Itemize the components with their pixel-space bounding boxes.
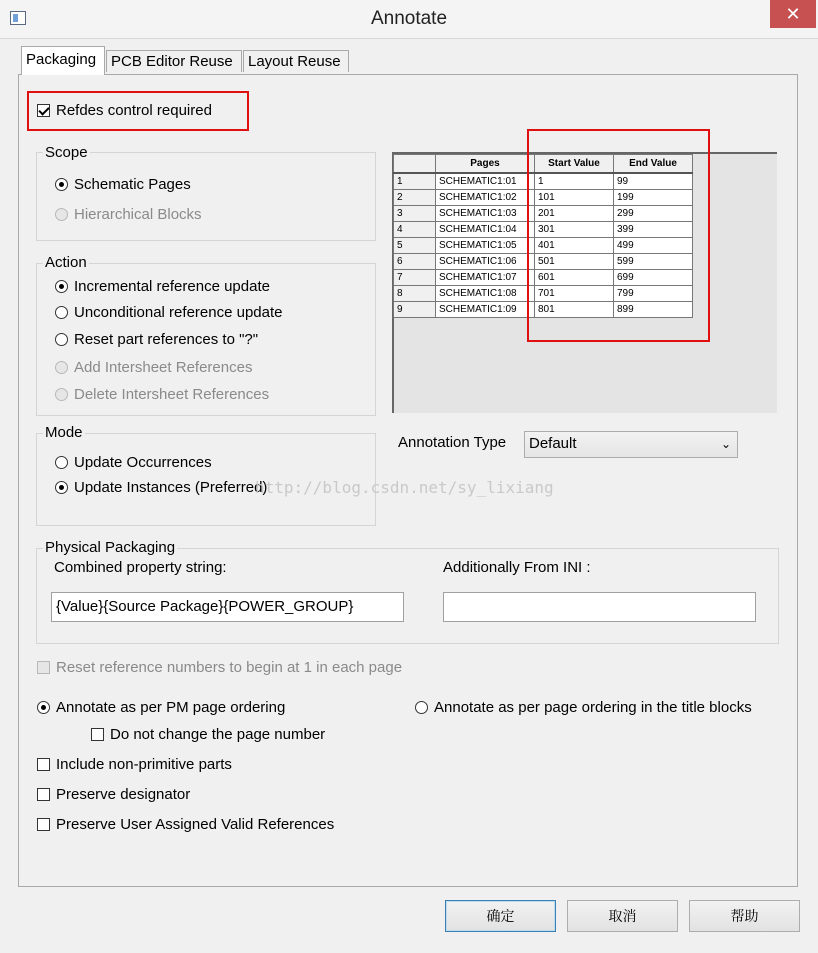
do-not-change-page-label: Do not change the page number <box>110 726 326 743</box>
cell-page: SCHEMATIC1:02 <box>436 190 535 206</box>
tab-packaging[interactable]: Packaging <box>21 46 105 75</box>
cell-start[interactable]: 101 <box>535 190 614 206</box>
combined-property-label: Combined property string: <box>54 559 227 576</box>
cell-start[interactable]: 301 <box>535 222 614 238</box>
cell-page: SCHEMATIC1:04 <box>436 222 535 238</box>
action-add-intersheet-radio <box>55 361 68 374</box>
table-corner <box>394 155 436 174</box>
mode-instances-label: Update Instances (Preferred) <box>74 479 268 496</box>
annotation-type-select[interactable] <box>524 431 738 458</box>
cell-end[interactable]: 899 <box>614 302 693 318</box>
mode-occurrences-label: Update Occurrences <box>74 454 212 471</box>
scope-schematic-pages-label: Schematic Pages <box>74 176 191 193</box>
row-number: 3 <box>394 206 436 222</box>
cell-page: SCHEMATIC1:05 <box>436 238 535 254</box>
action-unconditional-radio[interactable] <box>55 306 68 319</box>
row-number: 4 <box>394 222 436 238</box>
cell-end[interactable]: 799 <box>614 286 693 302</box>
cell-page: SCHEMATIC1:08 <box>436 286 535 302</box>
refdes-checkbox[interactable] <box>37 104 50 117</box>
action-incremental-radio[interactable] <box>55 280 68 293</box>
watermark: http://blog.csdn.net/sy_lixiang <box>255 478 554 497</box>
include-non-primitive-checkbox[interactable] <box>37 758 50 771</box>
action-delete-intersheet-radio <box>55 388 68 401</box>
mode-occurrences-radio[interactable] <box>55 456 68 469</box>
refdes-label: Refdes control required <box>56 102 212 119</box>
cell-end[interactable]: 699 <box>614 270 693 286</box>
cell-page: SCHEMATIC1:09 <box>436 302 535 318</box>
cell-end[interactable]: 299 <box>614 206 693 222</box>
annotation-type-value: Default <box>529 435 577 452</box>
action-reset-radio[interactable] <box>55 333 68 346</box>
col-header-end-value[interactable]: End Value <box>614 155 693 174</box>
preserve-user-references-checkbox[interactable] <box>37 818 50 831</box>
include-non-primitive-label: Include non-primitive parts <box>56 756 232 773</box>
title-block-ordering-label: Annotate as per page ordering in the title blocks <box>434 699 752 716</box>
pm-page-ordering-radio[interactable] <box>37 701 50 714</box>
cell-end[interactable]: 99 <box>614 173 693 190</box>
col-header-start-value[interactable]: Start Value <box>535 155 614 174</box>
cell-page: SCHEMATIC1:06 <box>436 254 535 270</box>
cell-end[interactable]: 499 <box>614 238 693 254</box>
cell-page: SCHEMATIC1:07 <box>436 270 535 286</box>
combined-property-input[interactable]: {Value}{Source Package}{POWER_GROUP} <box>51 592 404 622</box>
action-reset-label: Reset part references to "?" <box>74 331 259 348</box>
scope-hierarchical-blocks-radio <box>55 208 68 221</box>
tab-pcb-editor-reuse[interactable]: PCB Editor Reuse <box>106 50 242 72</box>
mode-instances-radio[interactable] <box>55 481 68 494</box>
cell-start[interactable]: 701 <box>535 286 614 302</box>
ok-button[interactable]: 确定 <box>445 900 556 932</box>
cell-end[interactable]: 399 <box>614 222 693 238</box>
cell-start[interactable]: 501 <box>535 254 614 270</box>
reset-reference-numbers-label: Reset reference numbers to begin at 1 in each page <box>56 659 403 676</box>
preserve-designator-label: Preserve designator <box>56 786 191 803</box>
row-number: 1 <box>394 173 436 190</box>
mode-title: Mode <box>45 424 83 441</box>
cell-end[interactable]: 199 <box>614 190 693 206</box>
action-add-intersheet-label: Add Intersheet References <box>74 359 253 376</box>
additionally-from-ini-label: Additionally From INI : <box>443 559 591 576</box>
row-number: 9 <box>394 302 436 318</box>
col-header-pages[interactable]: Pages <box>436 155 535 174</box>
window-title: Annotate <box>370 8 448 29</box>
cancel-button[interactable]: 取消 <box>567 900 678 932</box>
action-delete-intersheet-label: Delete Intersheet References <box>74 386 270 403</box>
cell-page: SCHEMATIC1:03 <box>436 206 535 222</box>
row-number: 6 <box>394 254 436 270</box>
cell-start[interactable]: 1 <box>535 173 614 190</box>
scope-group <box>36 152 376 241</box>
help-button[interactable]: 帮助 <box>689 900 800 932</box>
do-not-change-page-checkbox[interactable] <box>91 728 104 741</box>
row-number: 7 <box>394 270 436 286</box>
row-number: 8 <box>394 286 436 302</box>
pm-page-ordering-label: Annotate as per PM page ordering <box>56 699 286 716</box>
action-incremental-label: Incremental reference update <box>74 278 270 295</box>
cell-start[interactable]: 801 <box>535 302 614 318</box>
preserve-designator-checkbox[interactable] <box>37 788 50 801</box>
scope-hierarchical-blocks-label: Hierarchical Blocks <box>74 206 202 223</box>
preserve-user-references-label: Preserve User Assigned Valid References <box>56 816 335 833</box>
cell-end[interactable]: 599 <box>614 254 693 270</box>
chevron-down-icon: ⌄ <box>720 437 731 451</box>
cell-start[interactable]: 401 <box>535 238 614 254</box>
action-unconditional-label: Unconditional reference update <box>74 304 283 321</box>
additionally-from-ini-input[interactable] <box>443 592 756 622</box>
scope-schematic-pages-radio[interactable] <box>55 178 68 191</box>
physical-packaging-title: Physical Packaging <box>45 539 176 556</box>
cell-page: SCHEMATIC1:01 <box>436 173 535 190</box>
row-number: 5 <box>394 238 436 254</box>
cell-start[interactable]: 601 <box>535 270 614 286</box>
title-block-ordering-radio[interactable] <box>415 701 428 714</box>
tab-layout-reuse[interactable]: Layout Reuse <box>243 50 349 72</box>
action-title: Action <box>45 254 87 271</box>
close-button[interactable]: ✕ <box>770 0 816 28</box>
annotation-type-label: Annotation Type <box>398 434 507 451</box>
reset-reference-numbers-checkbox <box>37 661 50 674</box>
highlight-box-values <box>527 129 710 342</box>
cell-start[interactable]: 201 <box>535 206 614 222</box>
row-number: 2 <box>394 190 436 206</box>
scope-title: Scope <box>45 144 88 161</box>
